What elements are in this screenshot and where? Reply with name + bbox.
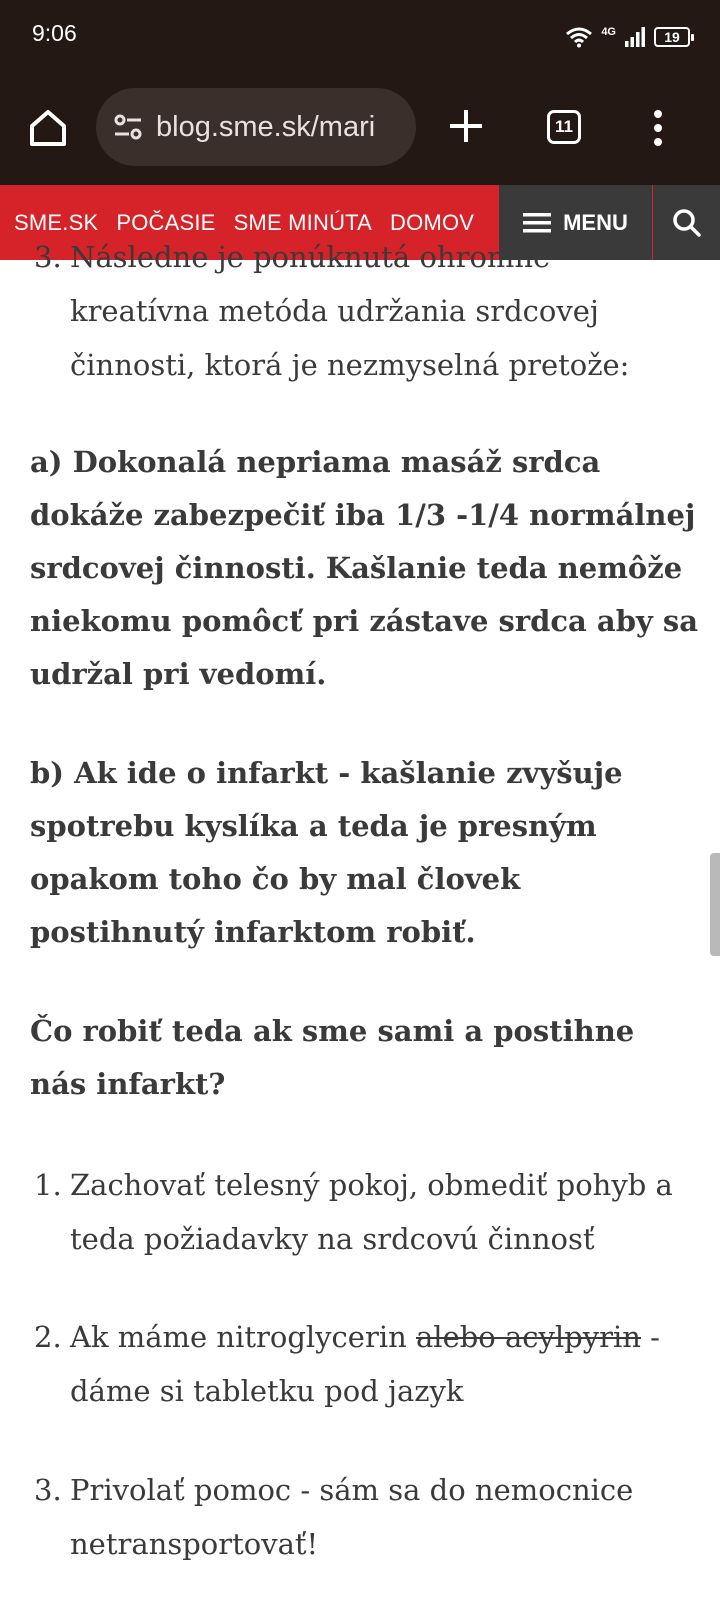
battery-level: 19 — [664, 29, 680, 45]
list-text-rest: - dáme si tabletku pod jazyk — [70, 1320, 660, 1408]
url-bar[interactable] — [96, 88, 416, 166]
wifi-icon — [565, 26, 593, 48]
more-options-icon[interactable] — [650, 108, 666, 148]
paragraph-b: b) Ak ide o infarkt - kašlanie zvyšuje spotrebu kyslíka a teda je presným opakom toho čo by mal človek postihnutý infarktom robiť. — [30, 756, 623, 949]
signal-icon — [624, 26, 646, 48]
list-text-main: Ak máme nitroglycerin — [70, 1320, 416, 1354]
nav-link-sme[interactable]: SME.SK — [14, 209, 99, 235]
scrollbar-thumb[interactable] — [710, 853, 720, 956]
nav-link-pocasie[interactable]: POČASIE — [116, 209, 216, 235]
site-settings-icon[interactable] — [112, 111, 144, 143]
list-text — [70, 1310, 690, 1418]
list-text: Privolať pomoc - sám sa do nemocnice netransportovať! — [70, 1473, 634, 1561]
list-number: 1. — [34, 1168, 62, 1202]
status-icons — [565, 22, 690, 52]
tab-count: 11 — [555, 117, 573, 136]
network-type: 4G — [601, 26, 616, 38]
list-text: Zachovať telesný pokoj, obmediť pohyb a teda požiadavky na srdcovú činnosť — [70, 1168, 673, 1256]
menu-label: MENU — [563, 209, 628, 235]
article-content — [0, 240, 720, 1600]
status-time: 9:06 — [32, 20, 77, 46]
home-icon[interactable] — [26, 106, 70, 150]
tab-switcher-button[interactable] — [547, 110, 581, 144]
nav-link-domov[interactable]: DOMOV — [390, 209, 475, 235]
list-number: 3. — [34, 1473, 62, 1507]
nav-link-sme-minuta[interactable]: SME MINÚTA — [233, 209, 373, 235]
struck-text: alebo acylpyrin — [416, 1320, 641, 1354]
list-text: Následne je ponúknutá ohromne kreatívna metóda udržania srdcovej činnosti, ktorá je nezmyselná pretože: — [70, 240, 630, 382]
new-tab-icon[interactable] — [446, 106, 486, 146]
question-heading: Čo robiť teda ak sme sami a postihne nás infarkt? — [30, 1014, 635, 1101]
list-number: 2. — [34, 1320, 62, 1354]
url-text[interactable]: blog.sme.sk/mari — [156, 110, 376, 143]
browser-chrome — [0, 0, 720, 185]
battery-icon — [654, 27, 690, 47]
list-number: 3. — [34, 240, 62, 274]
paragraph-a: a) Dokonalá nepriama masáž srdca dokáže zabezpečiť iba 1/3 -1/4 normálnej srdcovej činnosti. Kašlanie teda nemôže niekomu pomôcť pri zástave srdca aby sa udržal pri vedomí. — [30, 445, 699, 691]
